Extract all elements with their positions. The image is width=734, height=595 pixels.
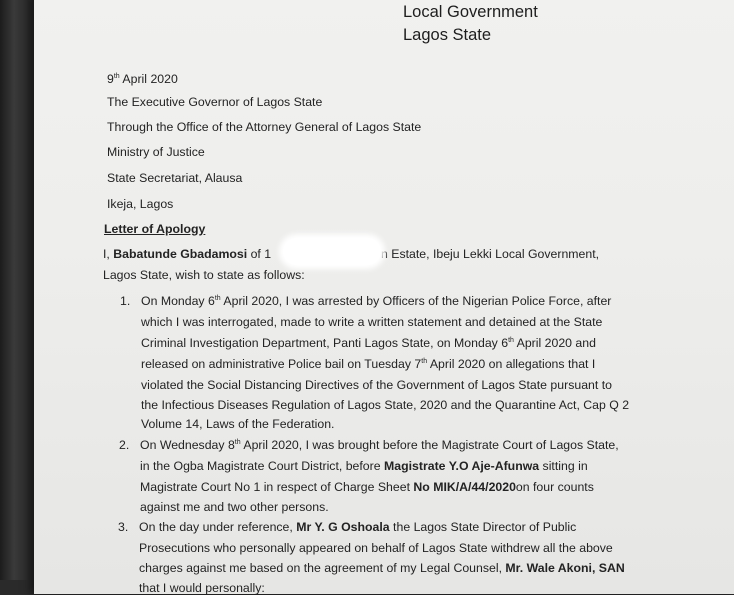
item-3-line-1: On the day under reference, Mr Y. G Oshoala the Lagos State Director of Public bbox=[139, 520, 577, 534]
item-2-number: 2. bbox=[119, 438, 130, 452]
intro-line-2: Lagos State, wish to state as follows: bbox=[103, 268, 305, 282]
address-line-5: Ikeja, Lagos bbox=[107, 197, 174, 211]
item-2-line-3: Magistrate Court No 1 in respect of Charge Sheet No MIK/A/44/2020on four counts bbox=[140, 480, 594, 494]
item-1-line-7: Volume 14, Laws of the Federation. bbox=[141, 417, 335, 431]
item-1-line-4: released on administrative Police bail on Tuesday 7th April 2020 on allegations that I bbox=[141, 357, 596, 371]
redaction-blur bbox=[283, 238, 381, 265]
item-2-line-2: in the Ogba Magistrate Court District, before Magistrate Y.O Aje-Afunwa sitting in bbox=[140, 459, 588, 473]
item-1-line-3: Criminal Investigation Department, Panti Lagos State, on Monday 6th April 2020 and bbox=[141, 336, 596, 350]
address-line-1: The Executive Governor of Lagos State bbox=[107, 95, 323, 109]
letterhead-line-2: Lagos State bbox=[403, 26, 492, 44]
letter-page bbox=[34, 0, 734, 594]
letterhead-line-1: Local Government bbox=[403, 3, 538, 21]
item-2-line-4: against me and two other persons. bbox=[140, 500, 329, 514]
item-3-line-2: Prosecutions who personally appeared on behalf of Lagos State withdrew all the above bbox=[139, 541, 613, 555]
address-line-3: Ministry of Justice bbox=[107, 145, 205, 159]
address-line-4: State Secretariat, Alausa bbox=[107, 171, 243, 185]
intro-line-1: I, Babatunde Gbadamosi of 1 bbox=[103, 247, 272, 261]
item-3-line-3: charges against me based on the agreement of my Legal Counsel, Mr. Wale Akoni, SAN bbox=[139, 561, 625, 575]
item-1-line-5: violated the Social Distancing Directives of the Government of Lagos State pursuant to bbox=[141, 378, 612, 392]
item-3-line-4: that I would personally: bbox=[139, 581, 265, 595]
item-2-line-1: On Wednesday 8th April 2020, I was brought before the Magistrate Court of Lagos State, bbox=[140, 438, 619, 452]
item-3-number: 3. bbox=[118, 520, 129, 534]
item-1-line-2: which I was interrogated, made to write a written statement and detained at the State bbox=[141, 315, 603, 329]
address-line-2: Through the Office of the Attorney General of Lagos State bbox=[107, 120, 422, 134]
item-1-line-6: the Infectious Diseases Regulation of Lagos State, 2020 and the Quarantine Act, Cap Q 2 bbox=[141, 398, 630, 412]
letter-date: 9th April 2020 bbox=[107, 72, 178, 86]
letter-subject: Letter of Apology bbox=[104, 222, 206, 236]
item-1-line-1: On Monday 6th April 2020, I was arrested by Officers of the Nigerian Police Force, after bbox=[141, 294, 612, 308]
item-1-number: 1. bbox=[120, 294, 131, 308]
intro-line-1-end: n Estate, Ibeju Lekki Local Government, bbox=[381, 247, 600, 261]
